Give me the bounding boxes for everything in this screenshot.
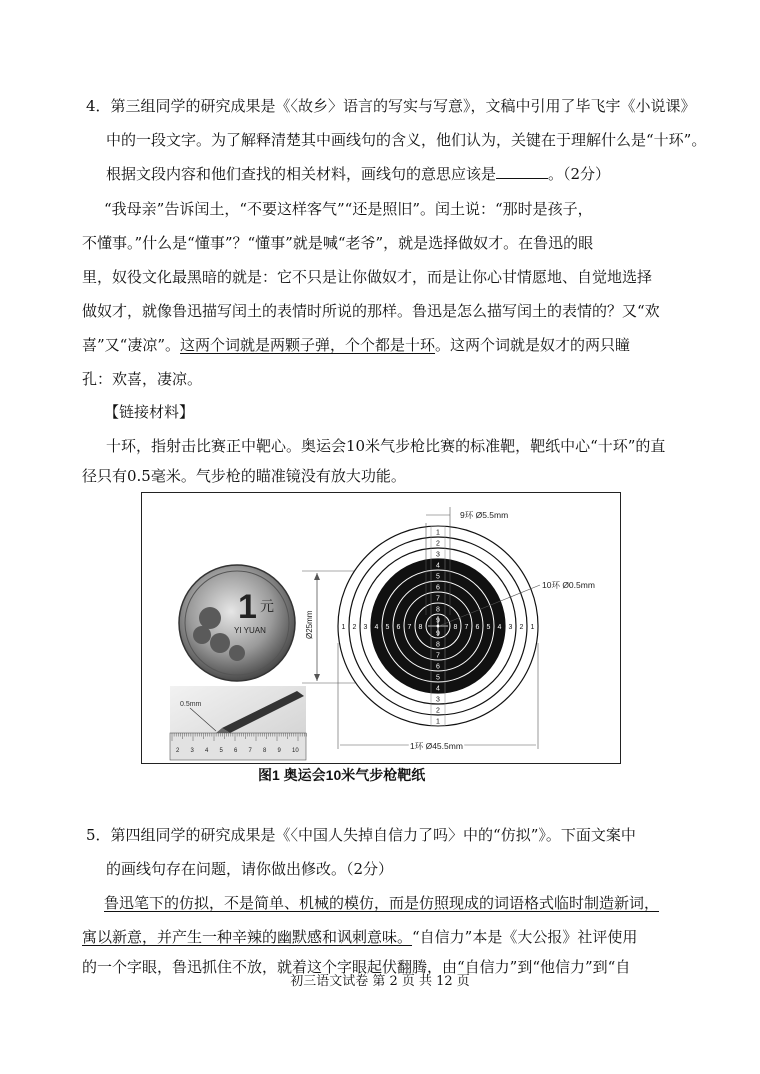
ring-number-h-right-8: 8 <box>453 624 458 631</box>
ruler-number-7: 7 <box>248 748 252 754</box>
ring-number-h-right-2: 2 <box>519 624 524 631</box>
ruler-number-8: 8 <box>263 748 267 754</box>
passage-line-2: 不懂事。”什么是“懂事”？“懂事”就是喊“老爷”，就是选择做奴才。在鲁迅的眼 <box>82 234 594 252</box>
q5-underlined-1: 鲁迅笔下的仿拟，不是简单、机械的模仿，而是仿照现成的词语格式临时制造新词， <box>104 894 660 912</box>
label-1-text: 1环 Ø45.5mm <box>410 741 463 751</box>
ring-number-v-top-5: 5 <box>436 573 440 581</box>
ruler-number-6: 6 <box>234 748 238 754</box>
coin-pinyin: YI YUAN <box>234 626 266 635</box>
ring-number-v-bottom-6: 6 <box>436 663 440 671</box>
ring-number-v-top-8: 8 <box>436 606 440 614</box>
ring-number-v-bottom-1: 1 <box>436 718 440 726</box>
target-figure <box>141 492 621 764</box>
ring-number-v-top-3: 3 <box>436 551 440 559</box>
passage-line-5-a: 喜”又“凄凉”。 <box>82 336 181 354</box>
q5-underlined-2: 寓以新意，并产生一种辛辣的幽默感和讽刺意味。 <box>82 928 413 946</box>
q4-line-2: 中的一段文字。为了解释清楚其中画线句的含义，他们认为，关键在于理解什么是“十环”。 <box>106 131 707 149</box>
q4-line-1: 4．第三组同学的研究成果是《〈故乡〉语言的写实与写意》，文稿中引用了毕飞宇《小说课》 <box>86 97 696 115</box>
q5-line-2: 的画线句存在问题，请你做出修改。（2分） <box>106 860 394 878</box>
passage-line-5 <box>82 335 630 355</box>
ring-number-h-left-3: 3 <box>363 624 368 631</box>
ring-number-h-right-5: 5 <box>486 624 491 631</box>
figure-caption: 图1 奥运会10米气步枪靶纸 <box>258 767 426 783</box>
ring-number-v-bottom-3: 3 <box>436 696 440 704</box>
passage-line-1: “我母亲”告诉闰土，“不要这样客气”“还是照旧”。闰土说：“那时是孩子， <box>104 200 593 218</box>
ruler-number-3: 3 <box>190 748 194 754</box>
passage-line-3: 里，奴役文化最黑暗的就是：它不只是让你做奴才，而是让你心甘情愿地、自觉地选择 <box>82 268 653 286</box>
ruler-photo <box>170 686 306 760</box>
ring-number-h-left-7: 7 <box>407 624 412 631</box>
link-heading: 【链接材料】 <box>104 403 195 421</box>
ruler-number-5: 5 <box>219 748 223 754</box>
ring-number-h-right-1: 1 <box>530 624 535 631</box>
q4-line-3-score: 。（2分） <box>548 165 611 183</box>
q5-line-1: 5．第四组同学的研究成果是《〈中国人失掉自信力了吗〉中的“仿拟”》。下面文案中 <box>86 826 636 844</box>
ring-number-v-top-7: 7 <box>436 595 440 603</box>
q4-line-3 <box>106 164 610 184</box>
ring-number-v-bottom-4: 4 <box>436 685 440 693</box>
ruler-body <box>170 733 306 760</box>
coin-disc <box>179 565 295 681</box>
passage-line-4: 做奴才，就像鲁迅描写闰土的表情时所说的那样。鲁迅是怎么描写闰土的表情的？又“欢 <box>82 302 660 320</box>
passage-line-5-b: 。这两个词就是奴才的两只瞳 <box>435 336 631 354</box>
ring-number-v-bottom-9: 9 <box>436 630 440 638</box>
ring-number-h-left-2: 2 <box>352 624 357 631</box>
ruler-number-10: 10 <box>292 748 299 754</box>
passage-line-6: 孔：欢喜，凄凉。 <box>82 370 203 388</box>
ring-number-h-right-7: 7 <box>464 624 469 631</box>
q5-line-5: 的一个字眼，鲁迅抓住不放，就着这个字眼起伏翻腾，由“自信力”到“他信力”到“自 <box>82 958 631 976</box>
ring-number-h-left-4: 4 <box>374 624 379 631</box>
dim-25-arrow-bottom <box>314 674 320 681</box>
label-9-text: 9环 Ø5.5mm <box>460 510 509 520</box>
target-figure-svg <box>142 493 620 763</box>
label-10-text: 10环 Ø0.5mm <box>542 580 595 590</box>
ring-number-v-top-1: 1 <box>436 529 440 537</box>
ring-number-h-right-4: 4 <box>497 624 502 631</box>
dim-25-label: Ø25mm <box>305 610 314 639</box>
q5-line-4 <box>82 927 637 947</box>
ring-number-h-left-8: 8 <box>418 624 423 631</box>
ring-number-v-bottom-2: 2 <box>436 707 440 715</box>
dim-25-arrow-top <box>314 573 320 580</box>
ring-number-h-right-6: 6 <box>475 624 480 631</box>
ring-number-v-bottom-8: 8 <box>436 641 440 649</box>
ruler-number-9: 9 <box>277 748 281 754</box>
ruler-number-2: 2 <box>176 748 180 754</box>
answer-blank[interactable] <box>496 164 548 179</box>
underlined-sentence: 这两个词就是两颗子弹，个个都是十环 <box>180 336 436 354</box>
link-line-2: 径只有0.5毫米。气步枪的瞄准镜没有放大功能。 <box>82 467 406 485</box>
ring-number-v-bottom-7: 7 <box>436 652 440 660</box>
q4-line-3-text: 根据文段内容和他们查找的相关材料，画线句的意思应该是 <box>106 165 497 183</box>
ring-number-h-left-5: 5 <box>385 624 390 631</box>
q5-line-4-rest: “自信力”本是《大公报》社评使用 <box>412 928 638 946</box>
ring-number-v-top-9: 9 <box>436 617 440 625</box>
ring-number-v-top-2: 2 <box>436 540 440 548</box>
ring-number-v-bottom-5: 5 <box>436 674 440 682</box>
ring-number-v-top-6: 6 <box>436 584 440 592</box>
link-line-1: 十环，指射击比赛正中靶心。奥运会10米气步枪比赛的标准靶，靶纸中心“十环”的直 <box>106 437 666 455</box>
ring-number-v-top-4: 4 <box>436 562 440 570</box>
ruler-label: 0.5mm <box>180 701 202 708</box>
coin-numeral: 1 <box>238 588 257 626</box>
coin-image <box>179 565 295 681</box>
ring-number-h-left-6: 6 <box>396 624 401 631</box>
ring-number-h-left-1: 1 <box>341 624 346 631</box>
page-footer: 初三语文试卷 第 2 页 共 12 页 <box>290 974 470 989</box>
ring-number-h-right-3: 3 <box>508 624 513 631</box>
target <box>338 526 538 726</box>
ruler-number-4: 4 <box>205 748 209 754</box>
coin-yuan: 元 <box>260 598 274 614</box>
